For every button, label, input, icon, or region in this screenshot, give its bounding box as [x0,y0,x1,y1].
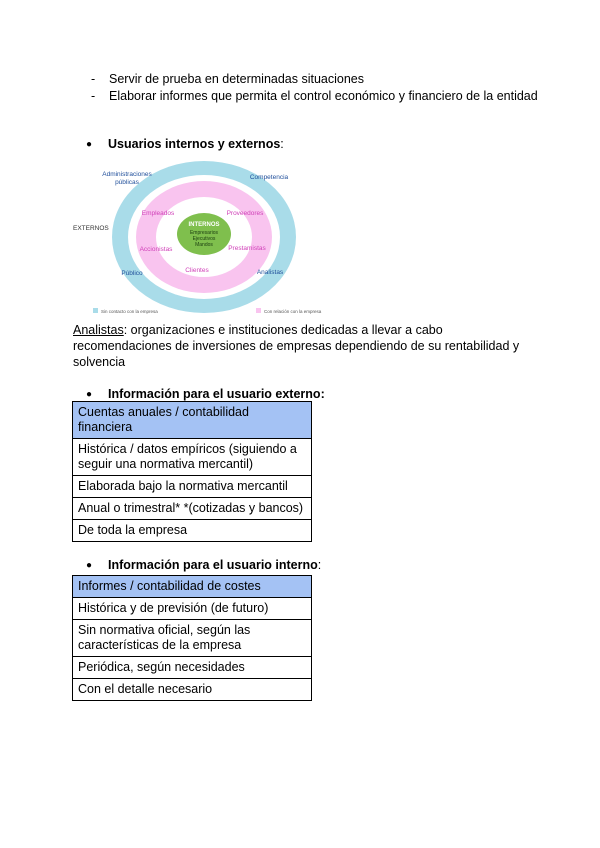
outer-label-admin: Administraciones [102,171,152,178]
center-line-3: Mandos [195,242,213,248]
section-heading-users [86,137,284,151]
outer-label-competencia: Competencia [249,174,289,181]
heading-suffix: : [317,558,322,572]
heading-suffix: : [320,387,325,401]
table-cell: Sin normativa oficial, según las características de la empresa [73,620,312,657]
legend-swatch-right [256,308,261,313]
table-row [73,476,312,498]
middle-label-empleados: Empleados [141,210,175,217]
analistas-definition: : organizaciones e instituciones dedicadas a llevar a cabo recomendaciones de inversiones de empresas dependiendo de su rentabilidad y solvencia [73,323,520,369]
middle-label-clientes: Clientes [185,267,209,274]
section-heading-external [86,387,325,401]
heading-suffix: : [280,137,284,151]
center-line-2: Ejecutivos [192,236,216,242]
bullet-icon: ● [86,139,93,150]
middle-label-prestamistas: Prestamistas [228,245,266,252]
table-cell: Histórica / datos empíricos (siguiendo a seguir una normativa mercantil) [73,439,312,476]
legend-swatch-left [93,308,98,313]
list-item-text: Elaborar informes que permita el control económico y financiero de la entidad [109,89,538,103]
table-row [73,439,312,476]
legend-text-right: Con relación con la empresa [264,309,322,314]
outer-label-admin-2: públicas [115,179,139,186]
dash-marker: - [91,89,96,103]
externos-label: EXTERNOS [73,225,109,232]
outer-label-analistas: Analistas [256,269,284,276]
analistas-paragraph [73,322,543,370]
table-row [73,498,312,520]
dash-marker: - [91,72,96,86]
internal-info-table [72,575,312,701]
table-cell-header: Informes / contabilidad de costes [73,576,312,598]
list-item [91,72,364,86]
legend-text-left: Sin contacto con la empresa [101,309,158,314]
table-row [73,520,312,542]
heading-text: Usuarios internos y externos [108,137,281,151]
table-row [73,679,312,701]
bullet-icon: ● [86,560,93,571]
table-cell: Histórica y de previsión (de futuro) [73,598,312,620]
table-cell: Elaborada bajo la normativa mercantil [73,476,312,498]
analistas-term: Analistas [73,323,124,337]
table-cell: Anual o trimestral* *(cotizadas y bancos) [73,498,312,520]
list-item-text: Servir de prueba en determinadas situaciones [109,72,365,86]
external-info-table [72,401,312,542]
table-cell: De toda la empresa [73,520,312,542]
table-cell: Periódica, según necesidades [73,657,312,679]
middle-label-accionistas: Accionistas [139,246,173,253]
users-ring-diagram [70,158,330,318]
center-line-1: Empresarios [189,230,219,236]
outer-label-publico: Público [121,270,143,277]
bullet-icon: ● [86,389,93,400]
table-row [73,402,312,439]
section-heading-internal [86,558,321,572]
list-item [91,89,538,103]
table-row [73,657,312,679]
table-row [73,576,312,598]
heading-text: Información para el usuario interno [108,558,318,572]
table-cell: Con el detalle necesario [73,679,312,701]
table-row [73,598,312,620]
center-title: INTERNOS [188,222,220,228]
table-row [73,620,312,657]
middle-label-proveedores: Proveedores [226,210,264,217]
heading-text: Información para el usuario externo [108,387,321,401]
table-cell-header: Cuentas anuales / contabilidad financiera [73,402,312,439]
